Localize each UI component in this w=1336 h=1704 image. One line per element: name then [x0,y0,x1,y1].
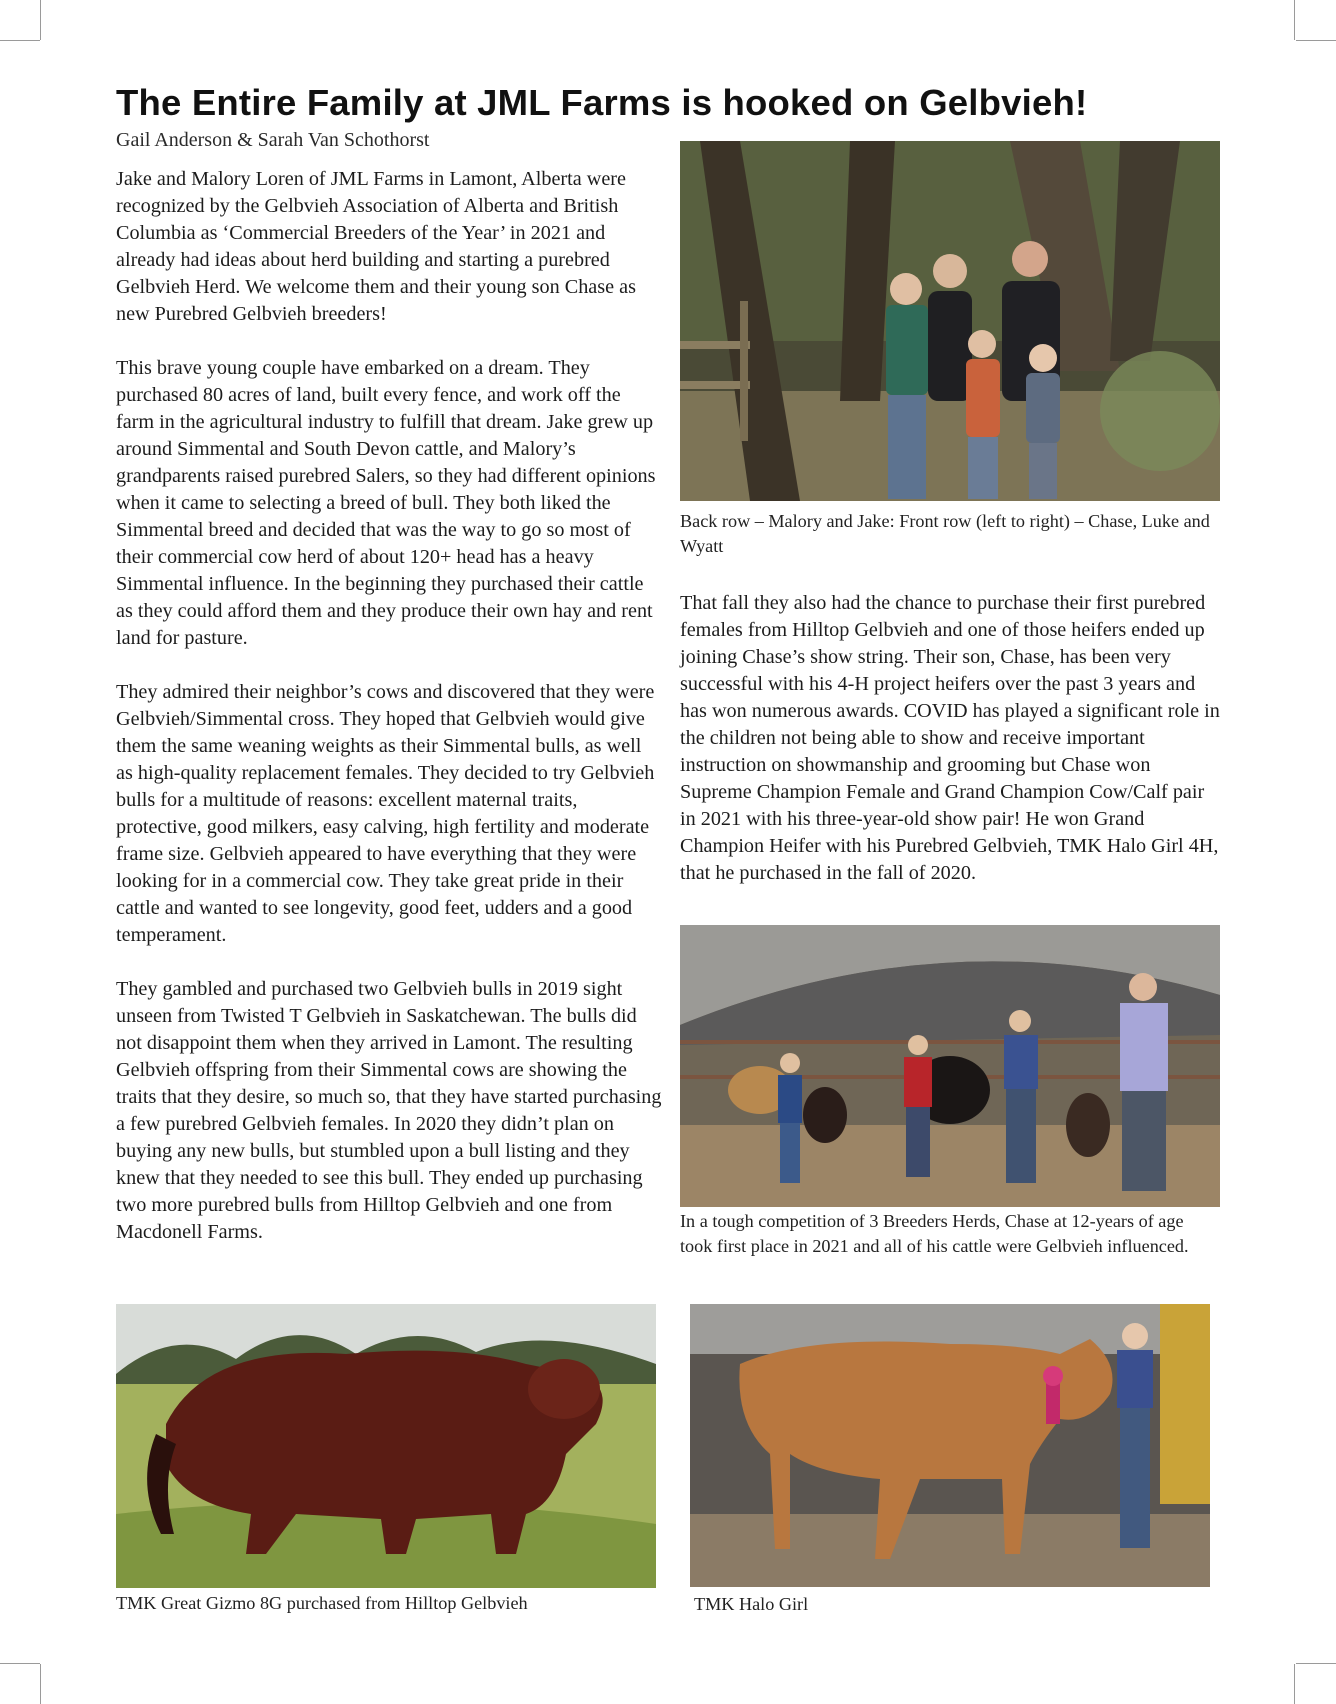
competition-photo [680,925,1220,1207]
crop-mark [1296,1663,1336,1664]
paragraph: They gambled and purchased two Gelbvieh bulls in 2019 sight unseen from Twisted T Gelbvieh in Saskatchewan. The bulls did not disappoint them when they arrived in Lamont. The resulting Gelbvieh offspring from their Simmental cows are showing the traits that they desire, so much so, that they have started purchasing a few purebred Gelbvieh females. In 2020 they didn’t plan on buying any new bulls, but stumbled upon a bull listing and they knew that they needed to see this bull. They ended up purchasing two more purebred bulls from Hilltop Gelbvieh and one from Macdonell Farms. [116,978,662,1243]
article-left-column [116,166,662,1273]
heifer-photo [690,1304,1210,1587]
crop-mark [1294,0,1295,40]
crop-mark [0,40,40,41]
crop-mark [40,1664,41,1704]
crop-mark [1294,1664,1295,1704]
bull-photo [116,1304,656,1588]
paragraph: This brave young couple have embarked on a dream. They purchased 80 acres of land, built every fence, and work off the farm in the agricultural industry to fulfill that dream. Jake grew up around Simmental and South Devon cattle, and Malory’s grandparents raised purebred Salers, so they had different opinions when it came to selecting a breed of bull. They both liked the Simmental breed and decided that was the way to go so most of their commercial cow herd of about 120+ head has a heavy Simmental influence. In the beginning they purchased their cattle as they could afford them and they produce their own hay and rent land for pasture. [116,357,656,649]
family-photo [680,141,1220,501]
article-right-column [680,590,1220,887]
competition-photo-caption: In a tough competition of 3 Breeders Herds, Chase at 12-years of age took first place in 2021 and all of his cattle were Gelbvieh influenced. [680,1211,1189,1256]
crop-mark [0,1663,40,1664]
heifer-photo-caption: TMK Halo Girl [694,1594,809,1614]
family-photo-caption: Back row – Malory and Jake: Front row (left to right) – Chase, Luke and Wyatt [680,511,1210,556]
article-byline: Gail Anderson & Sarah Van Schothorst [116,129,430,151]
article-title: The Entire Family at JML Farms is hooked on Gelbvieh! [116,82,1088,123]
paragraph: That fall they also had the chance to purchase their first purebred females from Hilltop Gelbvieh and one of those heifers ended up joining Chase’s show string. Their son, Chase, has been very successful with his 4-H project heifers over the past 3 years and has won numerous awards. COVID has played a significant role in the children not being able to show and receive important instruction on showmanship and grooming but Chase won Supreme Champion Female and Grand Champion Cow/Calf pair in 2021 with his three-year-old show pair! He won Grand Champion Heifer with his Purebred Gelbvieh, TMK Halo Girl 4H, that he purchased in the fall of 2020. [680,592,1220,884]
crop-mark [1296,40,1336,41]
paragraph: They admired their neighbor’s cows and discovered that they were Gelbvieh/Simmental cross. They hoped that Gelbvieh would give them the same weaning weights as their Simmental bulls, as well as high-quality replacement females. They decided to try Gelbvieh bulls for a multitude of reasons: excellent maternal traits, protective, good milkers, easy calving, high fertility and moderate frame size. Gelbvieh appeared to have everything that they were looking for in a commercial cow. They take great pride in their cattle and wanted to see longevity, good feet, udders and a good temperament. [116,681,655,946]
crop-mark [40,0,41,40]
paragraph: Jake and Malory Loren of JML Farms in Lamont, Alberta were recognized by the Gelbvieh Association of Alberta and British Columbia as ‘Commercial Breeders of the Year’ in 2021 and already had ideas about herd building and starting a purebred Gelbvieh Herd. We welcome them and their young son Chase as new Purebred Gelbvieh breeders! [116,168,636,325]
bull-photo-caption: TMK Great Gizmo 8G purchased from Hilltop Gelbvieh [116,1593,528,1613]
